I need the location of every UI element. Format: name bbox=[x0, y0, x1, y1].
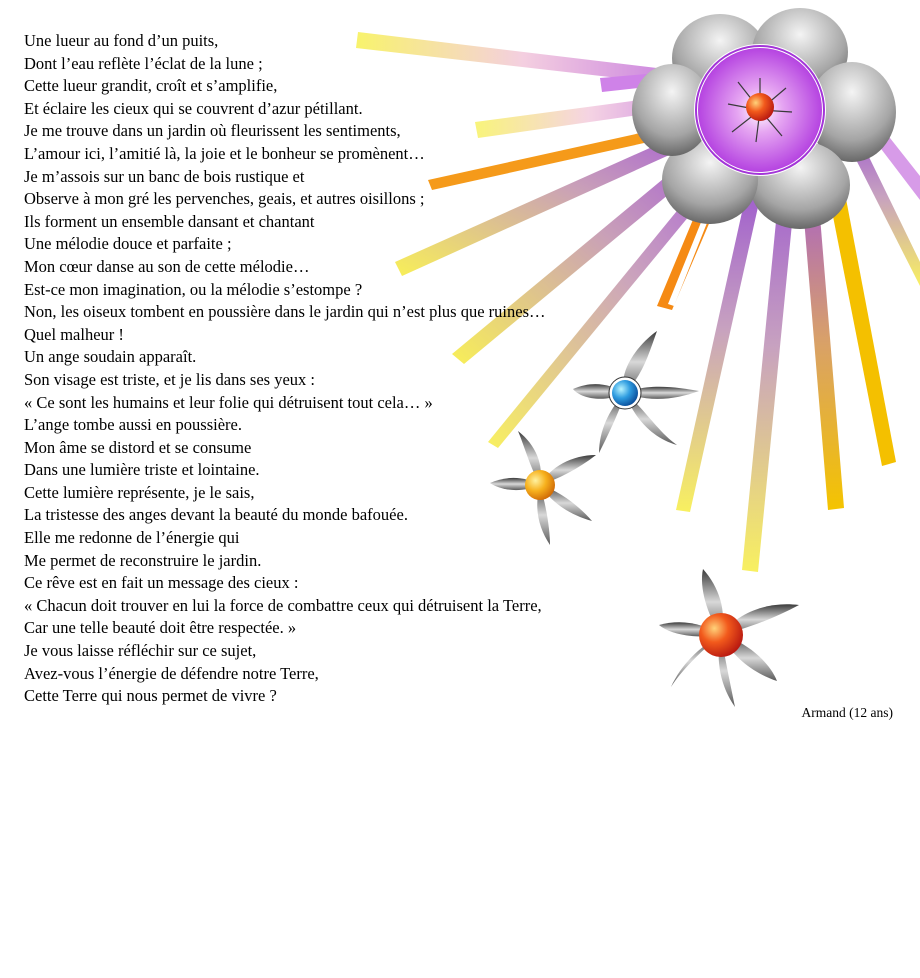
poem-line: Avez-vous l’énergie de défendre notre Terre, bbox=[24, 663, 319, 683]
poem-line: Je me trouve dans un jardin où fleurissent les sentiments, bbox=[24, 121, 401, 141]
poem-line: Car une telle beauté doit être respectée. » bbox=[24, 618, 297, 638]
poem-line: Cette lueur grandit, croît et s’amplifie, bbox=[24, 76, 278, 96]
poem-line: Une mélodie douce et parfaite ; bbox=[24, 234, 232, 254]
poem-line: Est-ce mon imagination, ou la mélodie s’estompe ? bbox=[24, 279, 363, 299]
poem-line: « Chacun doit trouver en lui la force de combattre ceux qui détruisent la Terre, bbox=[24, 595, 542, 615]
poem-line: Ce rêve est en fait un message des cieux : bbox=[24, 573, 299, 593]
poem-line: Observe à mon gré les pervenches, geais, et autres oisillons ; bbox=[24, 189, 425, 209]
poem-line: Elle me redonne de l’énergie qui bbox=[24, 528, 240, 548]
poem-line: Non, les oiseux tombent en poussière dans le jardin qui n’est plus que ruines… bbox=[24, 302, 546, 322]
poem-line: Son visage est triste, et je lis dans ses yeux : bbox=[24, 369, 315, 389]
poem-line: Quel malheur ! bbox=[24, 324, 124, 344]
poem-line: Et éclaire les cieux qui se couvrent d’azur pétillant. bbox=[24, 98, 363, 118]
poem-line: « Ce sont les humains et leur folie qui détruisent tout cela… » bbox=[24, 392, 433, 412]
poem-line: Ils forment un ensemble dansant et chantant bbox=[24, 211, 315, 231]
poem-line: La tristesse des anges devant la beauté du monde bafouée. bbox=[24, 505, 408, 525]
poem-line: L’amour ici, l’amitié là, la joie et le bonheur se promènent… bbox=[24, 143, 425, 163]
poem-line: Je vous laisse réfléchir sur ce sujet, bbox=[24, 641, 257, 661]
poem-line: Cette Terre qui nous permet de vivre ? bbox=[24, 686, 277, 706]
poem-line: L’ange tombe aussi en poussière. bbox=[24, 415, 242, 435]
poem-line: Un ange soudain apparaît. bbox=[24, 347, 197, 367]
poem-line: Dont l’eau reflète l’éclat de la lune ; bbox=[24, 53, 263, 73]
poem-line: Je m’assois sur un banc de bois rustique et bbox=[24, 166, 305, 186]
poem-line: Dans une lumière triste et lointaine. bbox=[24, 460, 260, 480]
poem-line: Une lueur au fond d’un puits, bbox=[24, 31, 219, 50]
author-signature: Armand (12 ans) bbox=[801, 705, 893, 720]
poem bbox=[24, 30, 684, 708]
poem-line: Mon âme se distord et se consume bbox=[24, 437, 252, 457]
poem-line: Cette lumière représente, je le sais, bbox=[24, 482, 255, 502]
poem-line: Me permet de reconstruire le jardin. bbox=[24, 550, 262, 570]
poem-line: Mon cœur danse au son de cette mélodie… bbox=[24, 256, 310, 276]
